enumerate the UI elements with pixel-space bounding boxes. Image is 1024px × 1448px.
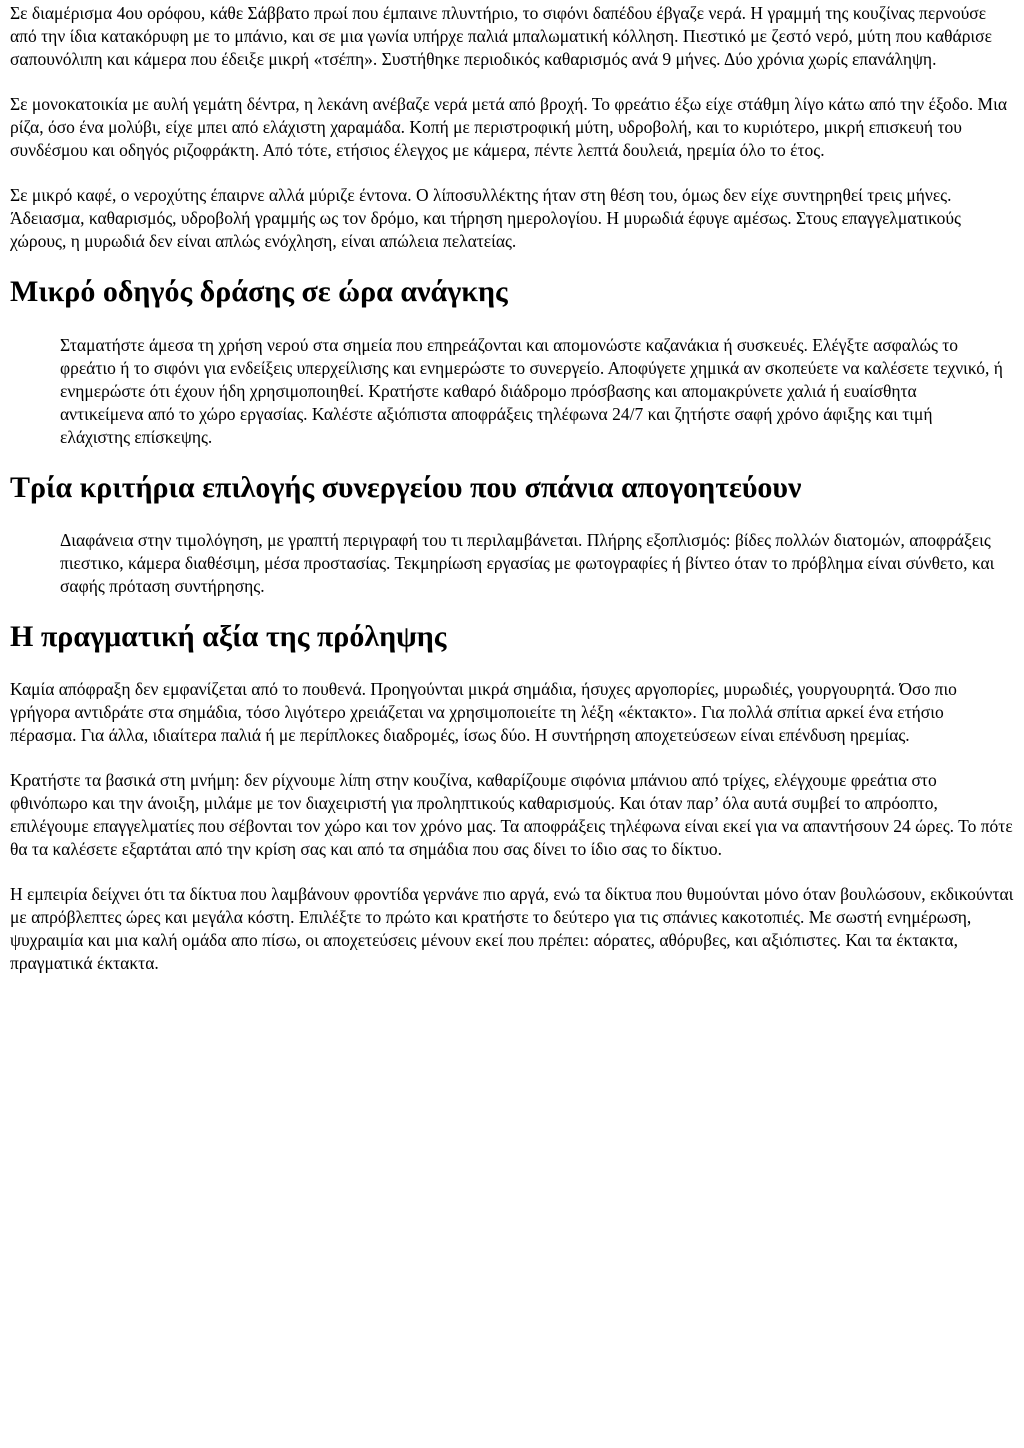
criteria-quote bbox=[60, 529, 1004, 598]
intro-paragraph-cafe: Σε μικρό καφέ, ο νεροχύτης έπαιρνε αλλά μύριζε έντονα. Ο λίποσυλλέκτης ήταν στη θέση του, όμως δεν είχε συντηρηθεί τρεις μήνες. Άδειασμα, καθαρισμός, υδροβολή γραμμής ως τον δρόμο, και τήρηση ημερολογίου. Η μυρωδιά έφυγε αμέσως. Στους επαγγελματικούς χώρους, η μυρωδιά δεν είναι απλώς ενόχληση, είναι απώλεια πελατείας. bbox=[10, 185, 961, 251]
value-paragraph-experience: Η εμπειρία δείχνει ότι τα δίκτυα που λαμβάνουν φροντίδα γερνάνε πιο αργά, ενώ τα δίκτυα που θυμούνται μόνο όταν βουλώσουν, εκδικούνται με απρόβλεπτες ώρες και μεγάλα κόστη. Επιλέξτε το πρώτο και κρατήστε το δεύτερο για τις σπάνιες κακοτοπιές. Με σωστή ενημέρωση, ψυχραιμία και μια καλή ομάδα απο πίσω, οι αποχετεύσεις μένουν εκεί που πρέπει: αόρατες, αθόρυβες, και αξιόπιστες. Και τα έκτακτα, πραγματικά έκτακτα. bbox=[10, 884, 1014, 973]
value-paragraph-signs: Καμία απόφραξη δεν εμφανίζεται από το πουθενά. Προηγούνται μικρά σημάδια, ήσυχες αργοπορίες, μυρωδιές, γουργουρητά. Όσο πιο γρήγορα αντιδράτε στα σημάδια, τόσο λιγότερο χρειάζεται να χρησιμοποιείτε τη λέξη «έκτακτο». Για πολλά σπίτια αρκεί ένα ετήσιο πέρασμα. Για άλλα, ιδιαίτερα παλιά ή με περίπλοκες διαδρομές, ίσως δύο. Η συντήρηση αποχετεύσεων είναι επένδυση ηρεμίας. bbox=[10, 679, 957, 745]
criteria-quote-text: Διαφάνεια στην τιμολόγηση, με γραπτή περιγραφή του τι περιλαμβάνεται. Πλήρης εξοπλισμός: βίδες πολλών διατομών, αποφράξεις πιεστικο, κάμερα διαθέσιμη, μέσα προστασίας. Τεκμηρίωση εργασίας με φωτογραφίες ή βίντεο όταν το πρόβλημα είναι σύνθετο, και σαφής πρόταση συντήρησης. bbox=[60, 530, 995, 596]
value-section bbox=[10, 678, 1014, 975]
value-heading: Η πραγματική αξία της πρόληψης bbox=[10, 620, 447, 653]
guide-quote-text: Σταματήστε άμεσα τη χρήση νερού στα σημεία που επηρεάζονται και απομονώστε καζανάκια ή συσκευές. Ελέγξτε ασφαλώς το φρεάτιο ή το σιφόνι για ενδείξεις υπερχείλισης και ενημερώστε το συνεργείο. Αποφύγετε χημικά αν σκοπεύετε να καλέσετε τεχνικό, ή ενημερώστε ότι έχουν ήδη χρησιμοποιηθεί. Κρατήστε καθαρό διάδρομο πρόσβασης και απομακρύνετε χαλιά ή ευαίσθητα αντικείμενα από το χώρο εργασίας. Καλέστε αξιόπιστα αποφράξεις τηλέφωνα 24/7 και ζητήστε σαφή χρόνο άφιξης και τιμή ελάχιστης επίσκεψης. bbox=[60, 335, 1003, 447]
intro-section bbox=[10, 2, 1014, 253]
criteria-heading: Τρία κριτήρια επιλογής συνεργείου που σπάνια απογοητεύουν bbox=[10, 471, 802, 504]
guide-quote bbox=[60, 334, 1004, 449]
intro-paragraph-apartment: Σε διαμέρισμα 4ου ορόφου, κάθε Σάββατο πρωί που έμπαινε πλυντήριο, το σιφόνι δαπέδου έβγαζε νερά. Η γραμμή της κουζίνας περνούσε από την ίδια κατακόρυφη με το μπάνιο, και σε μια γωνία υπήρχε παλιά μπαλωματική κόλληση. Πιεστικό με ζεστό νερό, μύτη που καθάρισε σαπουνόλιπη και κάμερα που έδειξε μικρή «τσέπη». Συστήθηκε περιοδικός καθαρισμός ανά 9 μήνες. Δύο χρόνια χωρίς επανάληψη. bbox=[10, 3, 992, 69]
intro-paragraph-house: Σε μονοκατοικία με αυλή γεμάτη δέντρα, η λεκάνη ανέβαζε νερά μετά από βροχή. Το φρεάτιο έξω είχε στάθμη λίγο κάτω από την έξοδο. Μια ρίζα, όσο ένα μολύβι, είχε μπει από ελάχιστη χαραμάδα. Κοπή με περιστροφική μύτη, υδροβολή, και το κυριότερο, μικρή επισκευή του συνδέσμου και οδηγός ριζοφράκτη. Από τότε, ετήσιος έλεγχος με κάμερα, πέντε λεπτά δουλειά, ηρεμία όλο το έτος. bbox=[10, 94, 1007, 160]
guide-heading: Μικρό οδηγός δράσης σε ώρα ανάγκης bbox=[10, 275, 508, 308]
value-paragraph-basics: Κρατήστε τα βασικά στη μνήμη: δεν ρίχνουμε λίπη στην κουζίνα, καθαρίζουμε σιφόνια μπάνιου από τρίχες, ελέγχουμε φρεάτια στο φθινόπωρο και την άνοιξη, μιλάμε με τον διαχειριστή για προληπτικούς καθαρισμούς. Και όταν παρ’ όλα αυτά συμβεί το απρόοπτο, επιλέγουμε επαγγελματίες που σέβονται τον χώρο και τον χρόνο μας. Τα αποφράξεις τηλέφωνα είναι εκεί για να απαντήσουν 24 ώρες. Το πότε θα τα καλέσετε εξαρτάται από την κρίση σας και από τα σημάδια που σας δίνει το ίδιο σας το δίκτυο. bbox=[10, 770, 1013, 859]
